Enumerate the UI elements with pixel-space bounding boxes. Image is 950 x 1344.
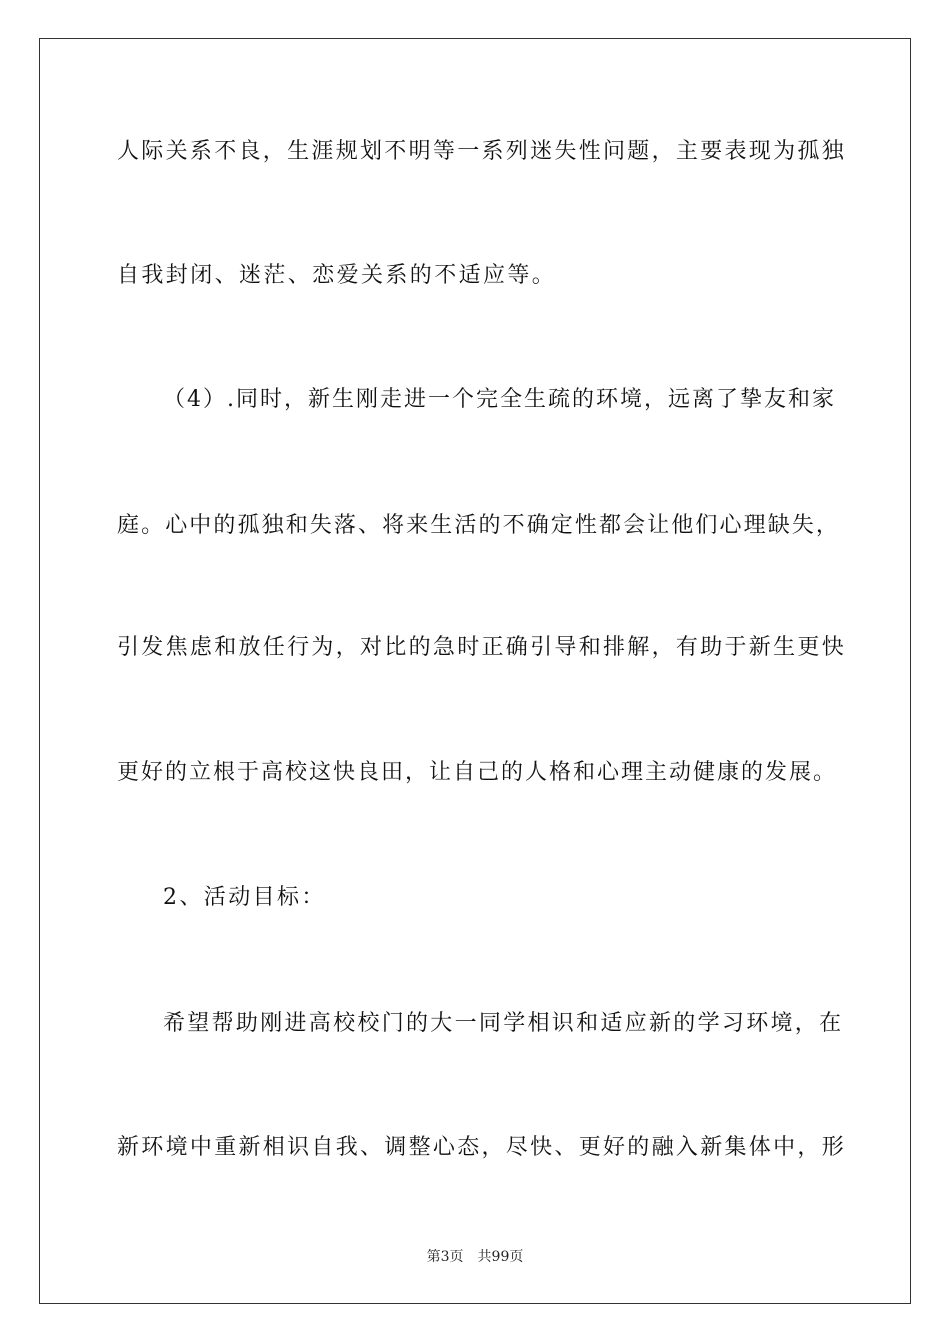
body-text-line: 人际关系不良，生涯规划不明等一系列迷失性问题，主要表现为孤独 bbox=[117, 139, 847, 164]
page-border bbox=[39, 38, 911, 1304]
body-text-line: 希望帮助刚进高校校门的大一同学相识和适应新的学习环境，在 bbox=[163, 1011, 844, 1036]
body-text-line: 庭。心中的孤独和失落、将来生活的不确定性都会让他们心理缺失， bbox=[117, 513, 841, 538]
body-text-line: 更好的立根于高校这快良田，让自己的人格和心理主动健康的发展。 bbox=[117, 760, 838, 785]
page-number: 第3页 bbox=[426, 1249, 464, 1265]
body-text-line: 引发焦虑和放任行为，对比的急时正确引导和排解，有助于新生更快 bbox=[117, 635, 847, 660]
body-text-line: 自我封闭、迷茫、恋爱关系的不适应等。 bbox=[117, 263, 557, 288]
page-total: 共99页 bbox=[477, 1249, 524, 1265]
body-text-line: （4）.同时，新生刚走进一个完全生疏的环境，远离了挚友和家 bbox=[163, 387, 836, 412]
section-heading: 2、活动目标： bbox=[163, 885, 326, 910]
page-footer bbox=[0, 1248, 950, 1266]
body-text-line: 新环境中重新相识自我、调整心态，尽快、更好的融入新集体中，形 bbox=[117, 1135, 847, 1160]
